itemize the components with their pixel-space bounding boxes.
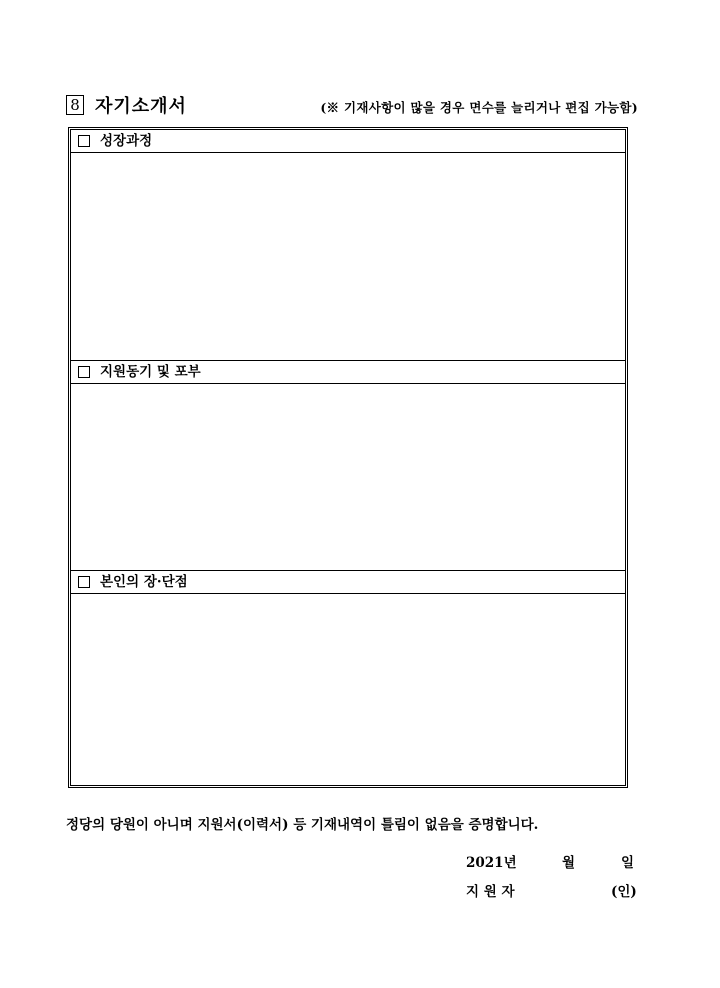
certification-statement: 정당의 당원이 아니며 지원서(이력서) 등 기재내역이 틀림이 없음을 증명합니다. (66, 817, 539, 833)
section-header-growth (71, 130, 625, 153)
strengths-text-area[interactable] (71, 594, 625, 785)
section-label-strengths: 본인의 장·단점 (100, 574, 188, 590)
section-number-box: 8 (66, 95, 84, 115)
section-label-growth: 성장과정 (100, 133, 153, 149)
applicant-label: 지 원 자 (466, 884, 515, 900)
section-label-motivation: 지원동기 및 포부 (100, 364, 201, 380)
growth-text-area[interactable] (71, 153, 625, 360)
checkbox-icon (78, 366, 90, 378)
date-day: 일 (621, 855, 635, 871)
self-introduction-form (68, 127, 628, 788)
section-title: 자기소개서 (95, 96, 187, 117)
section-header-motivation (71, 360, 625, 384)
checkbox-icon (78, 135, 90, 147)
section-title-row (66, 94, 638, 118)
checkbox-icon (78, 576, 90, 588)
motivation-text-area[interactable] (71, 384, 625, 570)
date-year: 2021년 (466, 855, 517, 871)
editing-note: (※ 기재사항이 많을 경우 면수를 늘리거나 편집 가능함) (320, 100, 638, 115)
section-header-strengths (71, 570, 625, 594)
seal-mark: (인) (611, 884, 637, 900)
date-month: 월 (562, 855, 576, 871)
